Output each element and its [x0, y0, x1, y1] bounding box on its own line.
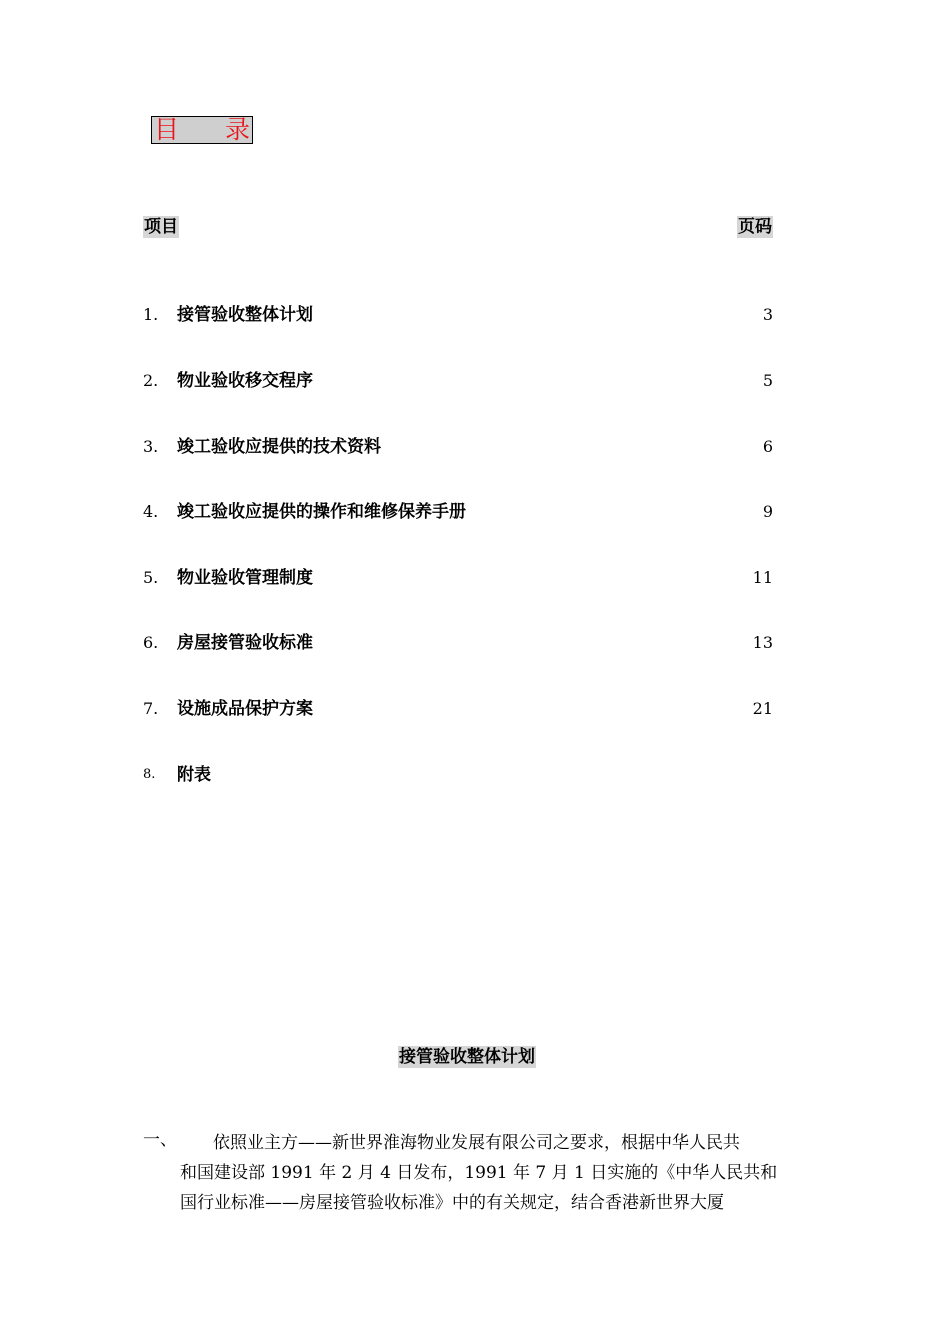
- toc-row-page: 9: [762, 502, 773, 521]
- toc-row-label: 房屋接管验收标准: [177, 633, 313, 653]
- toc-row[interactable]: [143, 368, 773, 394]
- toc-row-number: 1.: [143, 305, 159, 324]
- toc-row-page: 11: [752, 568, 773, 587]
- toc-title: [151, 116, 253, 144]
- paragraph-line: 国行业标准——房屋接管验收标准》中的有关规定，结合香港新世界大厦: [180, 1193, 724, 1213]
- paragraph-line: 和国建设部 1991 年 2 月 4 日发布，1991 年 7 月 1 日实施的《中华人民共和: [180, 1163, 778, 1183]
- toc-row[interactable]: [143, 565, 773, 591]
- toc-title-char-2: 录: [224, 115, 250, 144]
- toc-row-label: 接管验收整体计划: [177, 305, 313, 325]
- paragraph-marker: 一、: [143, 1130, 177, 1150]
- toc-row-label: 竣工验收应提供的操作和维修保养手册: [177, 502, 466, 522]
- section-title: 接管验收整体计划: [399, 1047, 535, 1067]
- toc-row-page: 21: [752, 699, 773, 718]
- toc-row-page: 3: [762, 305, 773, 324]
- toc-row[interactable]: [143, 630, 773, 656]
- toc-row-number: 4.: [143, 502, 159, 521]
- toc-row-number: 3.: [143, 437, 159, 456]
- toc-header-page: 页码: [738, 217, 772, 237]
- toc-row-label: 设施成品保护方案: [177, 699, 313, 719]
- toc-row-number: 2.: [143, 371, 159, 390]
- toc-row[interactable]: [143, 302, 773, 328]
- toc-row[interactable]: [143, 762, 773, 788]
- toc-row-label: 物业验收移交程序: [177, 371, 313, 391]
- toc-row-label: 竣工验收应提供的技术资料: [177, 437, 381, 457]
- toc-row[interactable]: [143, 696, 773, 722]
- toc-row-number: 6.: [143, 633, 159, 652]
- toc-header-item: 项目: [144, 217, 178, 237]
- paragraph-line: 依照业主方——新世界淮海物业发展有限公司之要求，根据中华人民共: [213, 1133, 740, 1153]
- toc-row[interactable]: [143, 434, 773, 460]
- toc-row-page: 5: [762, 371, 773, 390]
- toc-row-page: 6: [762, 437, 773, 456]
- toc-row-number: 8.: [143, 767, 156, 782]
- toc-title-char-1: 目: [154, 115, 180, 144]
- toc-row-label: 附表: [177, 765, 211, 785]
- toc-row[interactable]: [143, 499, 773, 525]
- section-paragraph: [180, 1128, 810, 1218]
- toc-row-label: 物业验收管理制度: [177, 568, 313, 588]
- toc-row-page: 13: [752, 633, 773, 652]
- toc-row-number: 7.: [143, 699, 159, 718]
- toc-row-number: 5.: [143, 568, 159, 587]
